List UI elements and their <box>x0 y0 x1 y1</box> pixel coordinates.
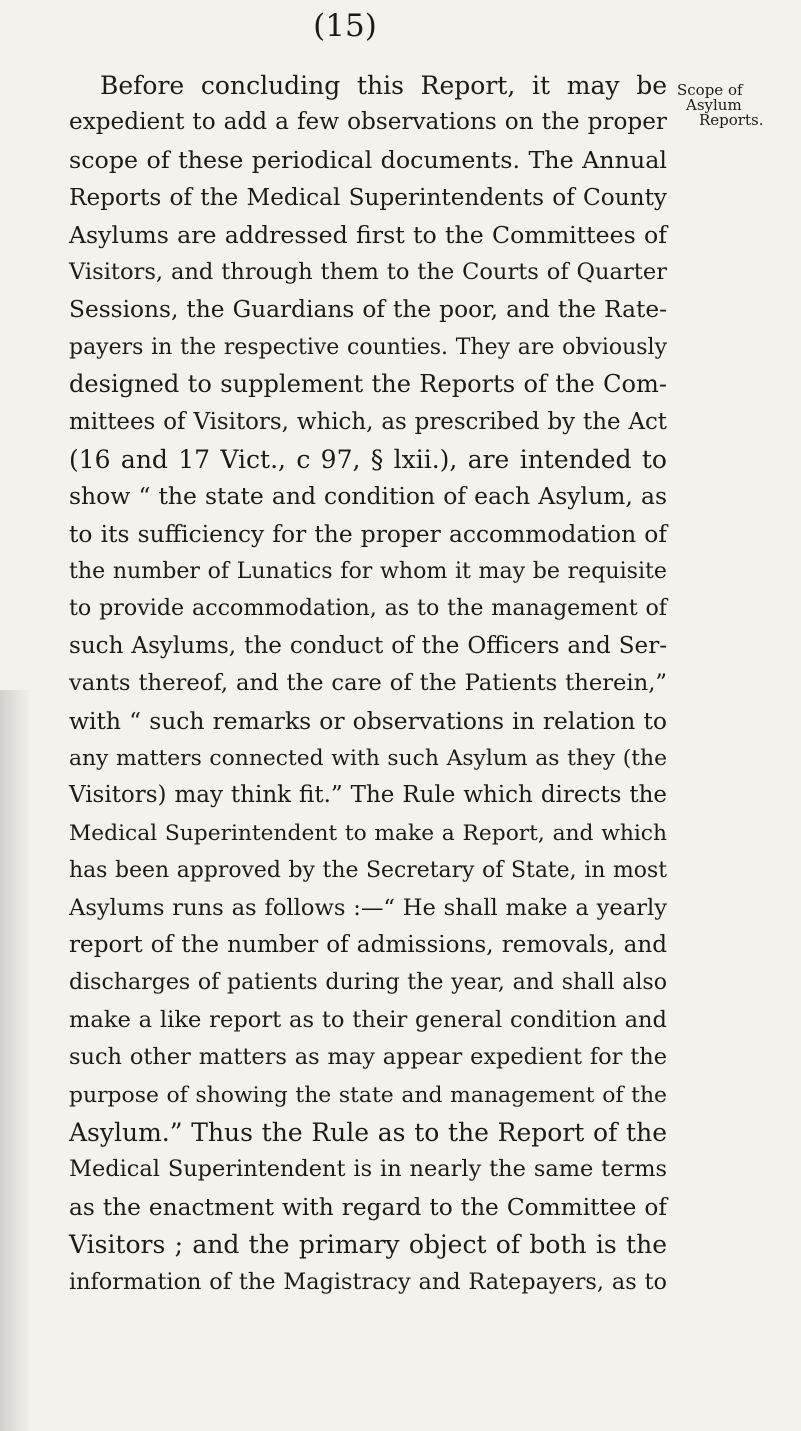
text-line: Sessions, the Guardians of the poor, and the Rate- <box>69 296 667 324</box>
text-line: any matters connected with such Asylum as they (the <box>69 746 667 772</box>
text-line: information of the Magistracy and Ratepayers, as to <box>69 1268 667 1295</box>
text-line: as the enactment with regard to the Committee of <box>69 1193 667 1221</box>
text-line: make a like report as to their general condition and <box>69 1006 667 1033</box>
text-line: Visitors) may think fit.” The Rule which directs the <box>69 782 667 809</box>
text-line: Before concluding this Report, it may be <box>100 71 667 100</box>
text-line: Asylums runs as follows :—“ He shall make a yearly <box>69 894 667 921</box>
text-line: mittees of Visitors, which, as prescribed by the Act <box>69 408 667 435</box>
text-line: Asylum.” Thus the Rule as to the Report of the <box>69 1117 667 1147</box>
text-line: discharges of patients during the year, and shall also <box>69 970 667 996</box>
text-line: Visitors ; and the primary object of both is the <box>69 1230 667 1260</box>
text-line: purpose of showing the state and management of the <box>69 1082 667 1108</box>
text-line: expedient to add a few observations on the proper <box>69 109 667 136</box>
page-number: (15) <box>313 8 377 44</box>
text-line: scope of these periodical documents. The Annual <box>69 145 667 174</box>
text-line: has been approved by the Secretary of State, in most <box>69 858 667 884</box>
body-paragraph <box>69 67 667 1301</box>
text-line: Visitors, and through them to the Courts of Quarter <box>69 258 667 285</box>
margin-note-line: Reports. <box>699 111 764 129</box>
text-line: Medical Superintendent is in nearly the same terms <box>69 1156 667 1183</box>
text-line: Medical Superintendent to make a Report, and which <box>69 820 667 846</box>
text-line: Asylums are addressed first to the Committees of <box>69 220 667 249</box>
text-line: (16 and 17 Vict., c 97, § lxii.), are intended to <box>69 444 667 474</box>
margin-note-line: Asylum <box>686 96 742 114</box>
text-line: show “ the state and condition of each Asylum, as <box>69 482 667 511</box>
text-line: to its sufficiency for the proper accommodation of <box>69 519 667 548</box>
text-line: report of the number of admissions, removals, and <box>69 931 667 958</box>
text-line: with “ such remarks or observations in relation to <box>69 706 667 735</box>
text-line: Reports of the Medical Superintendents of County <box>69 184 667 212</box>
text-line: vants thereof, and the care of the Patients therein,” <box>69 670 667 697</box>
binding-shadow <box>0 690 32 1431</box>
text-line: such other matters as may appear expedient for the <box>69 1044 667 1071</box>
text-line: designed to supplement the Reports of the Com- <box>69 370 667 399</box>
text-line: the number of Lunatics for whom it may be requisite <box>69 558 667 585</box>
text-line: payers in the respective counties. They are obviously <box>69 334 667 360</box>
text-line: such Asylums, the conduct of the Officers and Ser- <box>69 632 667 659</box>
margin-note-line: Scope of <box>677 81 743 99</box>
text-line: to provide accommodation, as to the management of <box>69 595 667 622</box>
margin-note <box>677 83 801 128</box>
